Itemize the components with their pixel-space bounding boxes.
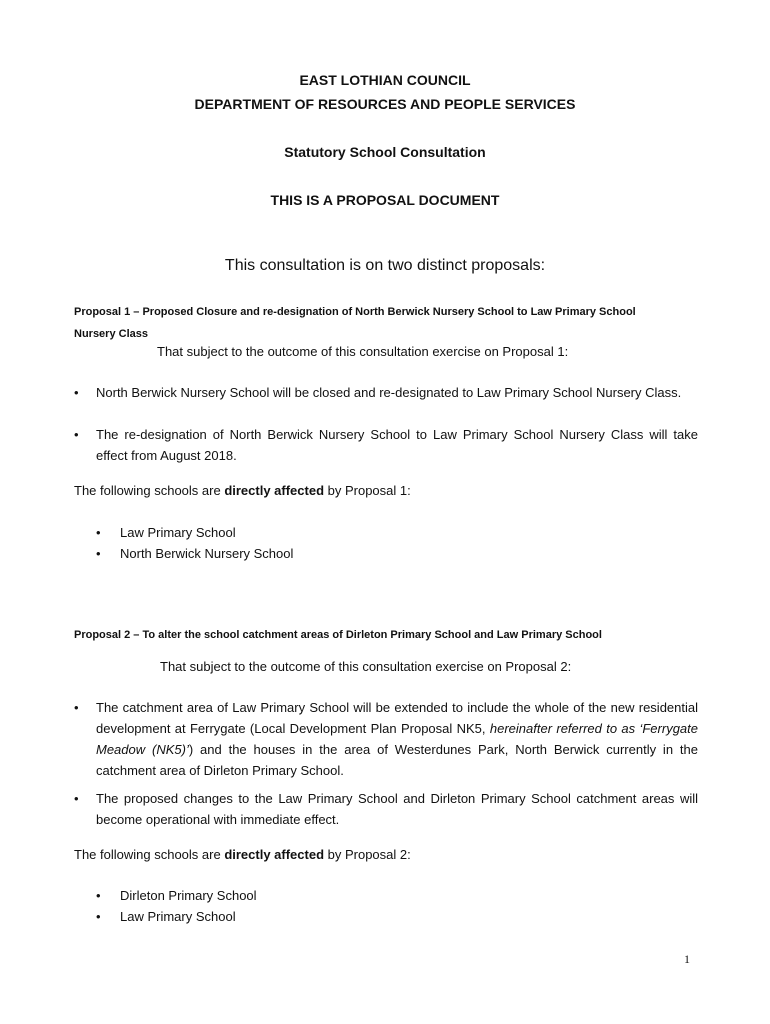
affected-prefix: The following schools are: [74, 483, 225, 498]
affected-suffix: by Proposal 1:: [324, 483, 411, 498]
department-name: DEPARTMENT OF RESOURCES AND PEOPLE SERVICES: [194, 96, 576, 112]
affected-emphasis: directly affected: [224, 483, 325, 498]
proposal-2-subject: That subject to the outcome of this consultation exercise on Proposal 2:: [160, 659, 572, 674]
school-name: Law Primary School: [120, 909, 236, 924]
affected-prefix: The following schools are: [74, 847, 225, 862]
page-number: 1: [684, 952, 690, 966]
school-name: Dirleton Primary School: [120, 888, 257, 903]
bullet-text-part: The catchment area of Law Primary School will be extended to include the whole of the new residential development at Ferrygate (Local Development Plan Proposal NK5,: [96, 700, 698, 736]
bullet-text: The re-designation of North Berwick Nursery School to Law Primary School Nursery Class will take effect from August 2018.: [96, 427, 698, 463]
council-name: EAST LOTHIAN COUNCIL: [299, 72, 471, 88]
proposal-2-title: Proposal 2 – To alter the school catchment areas of Dirleton Primary School and Law Primary School: [74, 629, 602, 641]
bullet-text: North Berwick Nursery School will be closed and re-designated to Law Primary School Nursery Class.: [96, 385, 682, 400]
bullet-icon: •: [74, 700, 79, 715]
bullet-icon: •: [74, 791, 79, 806]
proposal-2-affected-text: [74, 844, 411, 865]
bullet-icon: •: [96, 909, 101, 924]
proposal-1-subject: That subject to the outcome of this consultation exercise on Proposal 1:: [157, 344, 569, 359]
bullet-text-part: ) and the houses in the area of Westerdunes Park, North Berwick currently in the catchment area of Dirleton Primary School.: [96, 742, 698, 778]
bullet-text: [96, 697, 698, 781]
school-name: Law Primary School: [120, 525, 236, 540]
proposal-1-affected-text: [74, 480, 411, 501]
list-item: [96, 522, 236, 543]
affected-suffix: by Proposal 2:: [324, 847, 411, 862]
list-item: [96, 885, 257, 906]
bullet-icon: •: [96, 525, 101, 540]
list-item: [96, 543, 293, 564]
consultation-title: Statutory School Consultation: [284, 144, 486, 160]
bullet-icon: •: [96, 888, 101, 903]
school-name: North Berwick Nursery School: [120, 546, 294, 561]
intro-text: This consultation is on two distinct proposals:: [224, 257, 546, 274]
bullet-text-italic: hereinafter referred to as ‘Ferrygate Meadow (NK5)’: [96, 721, 698, 757]
affected-emphasis: directly affected: [224, 847, 325, 862]
proposal-document-heading: THIS IS A PROPOSAL DOCUMENT: [270, 192, 500, 208]
proposal-1-title-continued: Nursery Class: [74, 328, 148, 340]
bullet-icon: •: [74, 427, 79, 442]
proposal-1-title: Proposal 1 – Proposed Closure and re-designation of North Berwick Nursery School to Law Primary School: [74, 306, 636, 318]
bullet-icon: •: [74, 385, 79, 400]
list-item: [96, 906, 236, 927]
bullet-text: The proposed changes to the Law Primary School and Dirleton Primary School catchment areas will become operational with immediate effect.: [96, 791, 698, 827]
bullet-icon: •: [96, 546, 101, 561]
